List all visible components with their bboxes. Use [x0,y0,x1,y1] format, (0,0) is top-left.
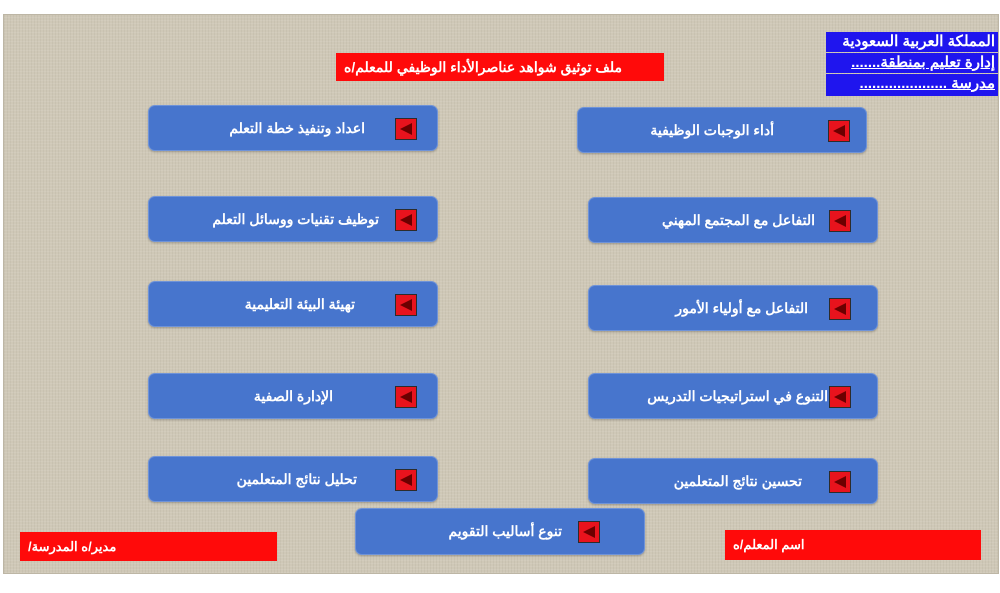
red-left-triangle-icon [395,469,417,491]
slide-canvas [3,14,999,574]
card-label: اعداد وتنفيذ خطة التعلم [229,119,365,136]
header-line-kingdom: المملكة العربية السعودية [826,32,998,52]
red-left-triangle-icon [829,386,851,408]
card-label: التنوع في استراتيجيات التدريس [647,387,828,404]
teacher-name-label: اسم المعلم/ه [725,530,981,560]
card-learning-technologies[interactable] [148,196,438,242]
card-label: التفاعل مع أولياء الأمور [675,299,808,316]
card-professional-community[interactable] [588,197,878,243]
card-label: توظيف تقنيات ووسائل التعلم [212,210,379,227]
red-left-triangle-icon [829,298,851,320]
header-line-school: مدرسة ..................... [826,74,998,96]
red-left-triangle-icon [395,209,417,231]
card-parents-interaction[interactable] [588,285,878,331]
card-assessment-methods[interactable] [355,508,645,555]
red-left-triangle-icon [829,471,851,493]
card-learning-environment[interactable] [148,281,438,327]
red-left-triangle-icon [395,294,417,316]
card-job-duties[interactable] [577,107,867,153]
card-label: تحليل نتائج المتعلمين [236,470,357,487]
card-label: أداء الوجبات الوظيفية [650,121,774,138]
card-label: الإدارة الصفية [253,387,333,404]
card-label: تحسين نتائج المتعلمين [673,472,802,489]
card-label: تنوع أساليب التقويم [448,523,562,539]
card-teaching-strategies[interactable] [588,373,878,419]
card-learning-plan[interactable] [148,105,438,151]
red-left-triangle-icon [828,120,850,142]
card-improve-results[interactable] [588,458,878,504]
header-line-education-dept: إدارة تعليم بمنطقة....... [826,53,998,73]
principal-label: مدير/ه المدرسة/ [20,532,277,561]
red-left-triangle-icon [395,118,417,140]
red-left-triangle-icon [829,210,851,232]
card-label: التفاعل مع المجتمع المهني [662,211,815,228]
card-analyze-results[interactable] [148,456,438,502]
red-left-triangle-icon [578,521,600,543]
red-left-triangle-icon [395,386,417,408]
card-label: تهيئة البيئة التعليمية [244,295,355,312]
page-title: ملف توثيق شواهد عناصرالأداء الوظيفي للمعلم/ه [336,53,664,81]
card-classroom-management[interactable] [148,373,438,419]
